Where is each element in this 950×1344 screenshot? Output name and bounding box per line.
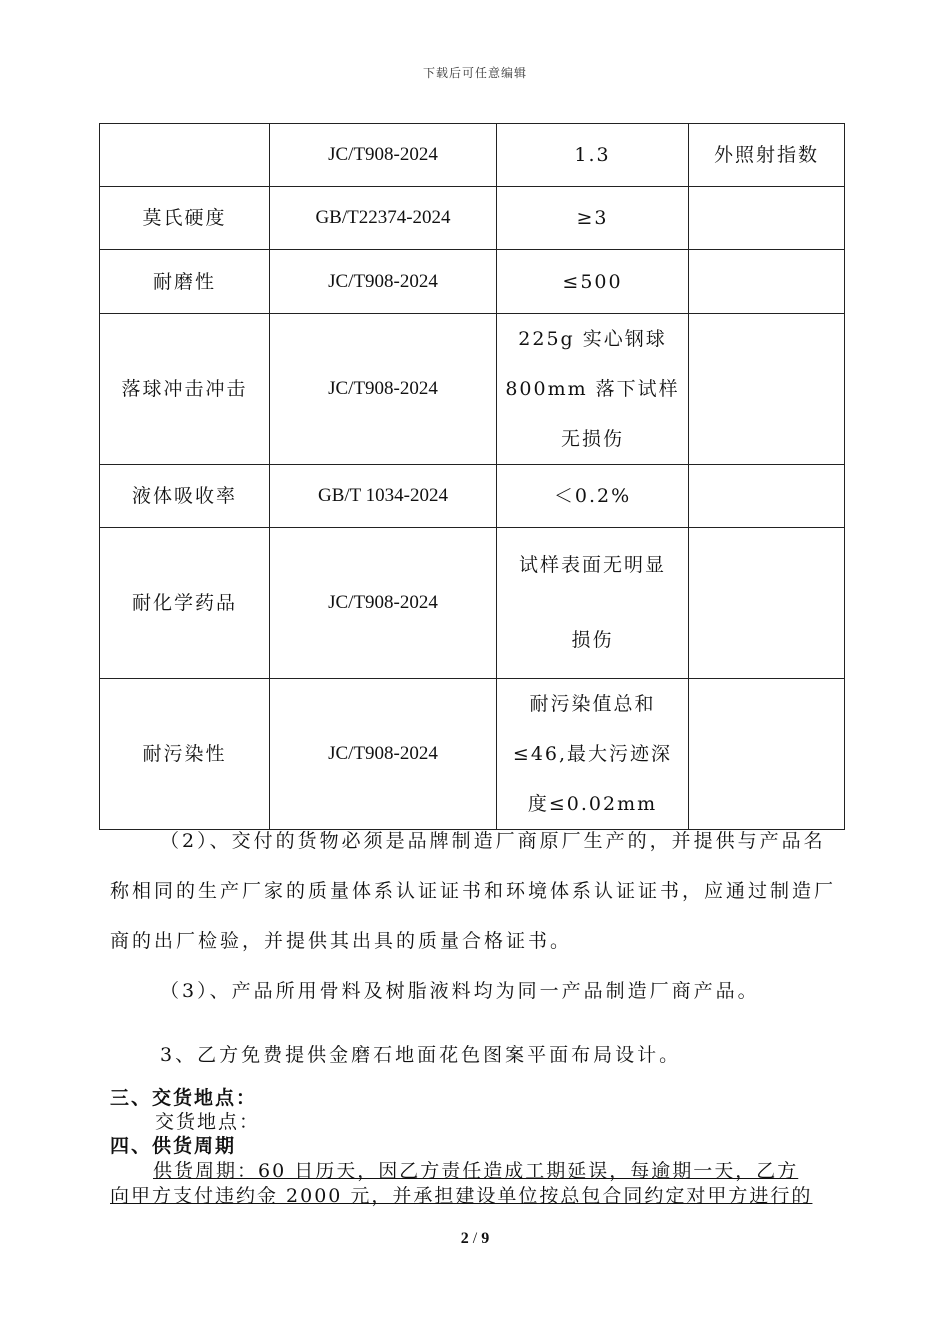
paragraph-3: （3）、产品所用骨料及树脂液料均为同一产品制造厂商产品。 bbox=[160, 980, 760, 1002]
requirement-line: 损伤 bbox=[571, 629, 614, 651]
requirement-line: 度≤0.02mm bbox=[527, 793, 658, 815]
cell-standard: JC/T908-2024 bbox=[270, 528, 497, 679]
supply-period-line1: 供货周期：60 日历天，因乙方责任造成工期延误，每逾期一天，乙方 bbox=[153, 1160, 799, 1182]
cell-standard: GB/T 1034-2024 bbox=[270, 465, 497, 528]
cell-remark bbox=[689, 679, 845, 830]
cell-requirement bbox=[497, 124, 689, 187]
cell-remark bbox=[689, 250, 845, 314]
page-number bbox=[0, 1230, 950, 1248]
requirement-line: 225g 实心钢球 bbox=[518, 328, 667, 350]
cell-remark bbox=[689, 465, 845, 528]
requirement-line: ≥3 bbox=[576, 207, 609, 229]
cell-item: 莫氏硬度 bbox=[100, 187, 270, 250]
requirement-line: 耐污染值总和 bbox=[529, 693, 656, 715]
cell-requirement bbox=[497, 314, 689, 465]
cell-requirement bbox=[497, 187, 689, 250]
cell-item: 耐磨性 bbox=[100, 250, 270, 314]
table-row bbox=[100, 187, 845, 250]
cell-requirement bbox=[497, 250, 689, 314]
cell-item: 耐污染性 bbox=[100, 679, 270, 830]
table-row bbox=[100, 314, 845, 465]
requirement-line: ≤46,最大污迹深 bbox=[512, 743, 673, 765]
cell-remark bbox=[689, 528, 845, 679]
paragraph-4: 3、乙方免费提供金磨石地面花色图案平面布局设计。 bbox=[160, 1044, 682, 1066]
cell-remark bbox=[689, 187, 845, 250]
table-row bbox=[100, 528, 845, 679]
requirement-line: ＜0.2% bbox=[553, 485, 632, 507]
table-row bbox=[100, 679, 845, 830]
cell-requirement bbox=[497, 528, 689, 679]
delivery-place-heading: 三、交货地点： bbox=[110, 1087, 258, 1109]
table-row bbox=[100, 124, 845, 187]
requirement-line: 试样表面无明显 bbox=[518, 554, 666, 576]
delivery-place-text: 交货地点： bbox=[155, 1111, 261, 1133]
requirement-line: 无损伤 bbox=[560, 428, 624, 450]
page-separator: / bbox=[472, 1230, 478, 1247]
cell-item: 落球冲击冲击 bbox=[100, 314, 270, 465]
requirement-line: 1.3 bbox=[574, 144, 611, 166]
cell-standard: JC/T908-2024 bbox=[270, 679, 497, 830]
cell-standard: JC/T908-2024 bbox=[270, 124, 497, 187]
cell-standard: JC/T908-2024 bbox=[270, 314, 497, 465]
cell-item: 液体吸收率 bbox=[100, 465, 270, 528]
table-row bbox=[100, 250, 845, 314]
cell-remark: 外照射指数 bbox=[689, 124, 845, 187]
cell-requirement bbox=[497, 465, 689, 528]
requirement-line: 800mm 落下试样 bbox=[505, 378, 680, 400]
cell-item: 耐化学药品 bbox=[100, 528, 270, 679]
cell-item bbox=[100, 124, 270, 187]
cell-standard: GB/T22374-2024 bbox=[270, 187, 497, 250]
paragraph-2: （2）、交付的货物必须是品牌制造厂商原厂生产的，并提供与产品名称相同的生产厂家的质量体系认证证书和环境体系认证证书，应通过制造厂商的出厂检验，并提供其出具的质量合格证书。 bbox=[110, 830, 837, 952]
page-header-note: 下载后可任意编辑 bbox=[422, 66, 527, 80]
current-page: 2 bbox=[460, 1230, 469, 1247]
supply-period-line2: 向甲方支付违约金 2000 元，并承担建设单位按总包合同约定对甲方进行的 bbox=[110, 1185, 813, 1207]
spec-table bbox=[99, 123, 845, 830]
requirement-line: ≤500 bbox=[562, 270, 623, 293]
total-pages: 9 bbox=[481, 1230, 490, 1247]
supply-period-heading: 四、供货周期 bbox=[110, 1135, 237, 1157]
table-row bbox=[100, 465, 845, 528]
cell-remark bbox=[689, 314, 845, 465]
cell-standard: JC/T908-2024 bbox=[270, 250, 497, 314]
cell-requirement bbox=[497, 679, 689, 830]
